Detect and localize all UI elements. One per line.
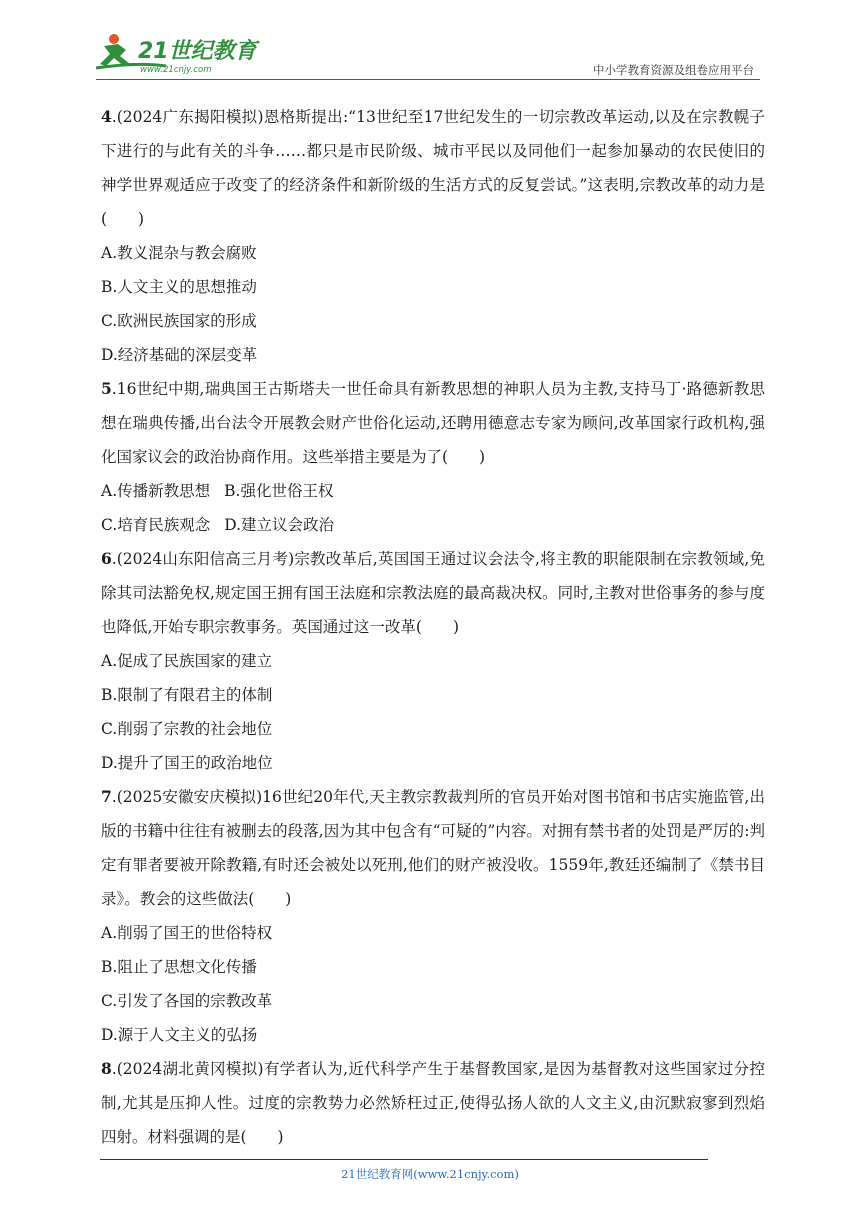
question-stem: .(2024山东阳信高三月考)宗教改革后,英国国王通过议会法令,将主教的职能限制在宗教领域,免除其司法豁免权,规定国王拥有国王法庭和宗教法庭的最高裁决权。同时,主教对世俗事务的参与度也降低,开始专职宗教事务。英国通过这一改革( ) <box>101 550 765 636</box>
question-stem: .(2024广东揭阳模拟)恩格斯提出:“13世纪至17世纪发生的一切宗教改革运动,以及在宗教幌子下进行的与此有关的斗争……都只是市民阶级、城市平民以及同他们一起参加暴动的农民使旧的神学世界观适应于改变了的经济条件和新阶级的生活方式的反复尝试。”这表明,宗教改革的动力是( ) <box>101 108 765 228</box>
option-c[interactable]: C.欧洲民族国家的形成 <box>101 312 257 330</box>
question-number: 7 <box>101 787 112 806</box>
question-number: 6 <box>101 549 112 568</box>
logo-21cnjy <box>96 32 266 76</box>
question-4 <box>101 100 765 372</box>
footer-source[interactable]: 21世纪教育网(www.21cnjy.com) <box>341 1167 519 1181</box>
question-5 <box>101 372 765 542</box>
option-a[interactable]: A.促成了民族国家的建立 <box>101 652 273 670</box>
page-header <box>96 30 760 80</box>
option-b[interactable]: B.阻止了思想文化传播 <box>101 958 257 976</box>
header-divider <box>96 79 760 80</box>
question-stem: .16世纪中期,瑞典国王古斯塔夫一世任命具有新教思想的神职人员为主教,支持马丁·路德新教思想在瑞典传播,出台法令开展教会财产世俗化运动,还聘用德意志专家为顾问,改革国家行政机构,强化国家议会的政治协商作用。这些举措主要是为了( ) <box>101 380 765 466</box>
option-b[interactable]: B.强化世俗王权 <box>224 482 334 500</box>
question-stem: .(2024湖北黄冈模拟)有学者认为,近代科学产生于基督教国家,是因为基督教对这些国家过分控制,尤其是压抑人性。过度的宗教势力必然矫枉过正,使得弘扬人欲的人文主义,由沉默寂寥到烈焰四射。材料强调的是( ) <box>101 1060 765 1146</box>
question-number: 5 <box>101 379 112 398</box>
option-b[interactable]: B.限制了有限君主的体制 <box>101 686 273 704</box>
footer-divider <box>100 1159 708 1160</box>
option-c[interactable]: C.削弱了宗教的社会地位 <box>101 720 273 738</box>
question-stem: .(2025安徽安庆模拟)16世纪20年代,天主教宗教裁判所的官员开始对图书馆和书店实施监管,出版的书籍中往往有被删去的段落,因为其中包含有“可疑的”内容。对拥有禁书者的处罚是严厉的:判定有罪者要被开除教籍,有时还会被处以死刑,他们的财产被没收。1559年,教廷还编制了《禁书目录》。教会的这些做法( ) <box>101 788 765 908</box>
logo-url: www.21cnjy.com <box>140 65 212 75</box>
option-b[interactable]: B.人文主义的思想推动 <box>101 278 257 296</box>
option-d[interactable]: D.源于人文主义的弘扬 <box>101 1026 258 1044</box>
question-number: 4 <box>101 107 112 126</box>
question-6 <box>101 542 765 780</box>
question-number: 8 <box>101 1059 112 1078</box>
option-a[interactable]: A.教义混杂与教会腐败 <box>101 244 257 262</box>
option-c[interactable]: C.培育民族观念 <box>101 516 211 534</box>
option-d[interactable]: D.提升了国王的政治地位 <box>101 754 273 772</box>
platform-title: 中小学教育资源及组卷应用平台 <box>593 63 754 77</box>
question-list <box>101 100 765 1154</box>
logo-text: 21世纪教育 <box>138 39 257 64</box>
option-c[interactable]: C.引发了各国的宗教改革 <box>101 992 273 1010</box>
question-8 <box>101 1052 765 1154</box>
question-7 <box>101 780 765 1052</box>
option-d[interactable]: D.建立议会政治 <box>224 516 335 534</box>
option-d[interactable]: D.经济基础的深层变革 <box>101 346 258 364</box>
option-a[interactable]: A.传播新教思想 <box>101 482 211 500</box>
option-a[interactable]: A.削弱了国王的世俗特权 <box>101 924 273 942</box>
